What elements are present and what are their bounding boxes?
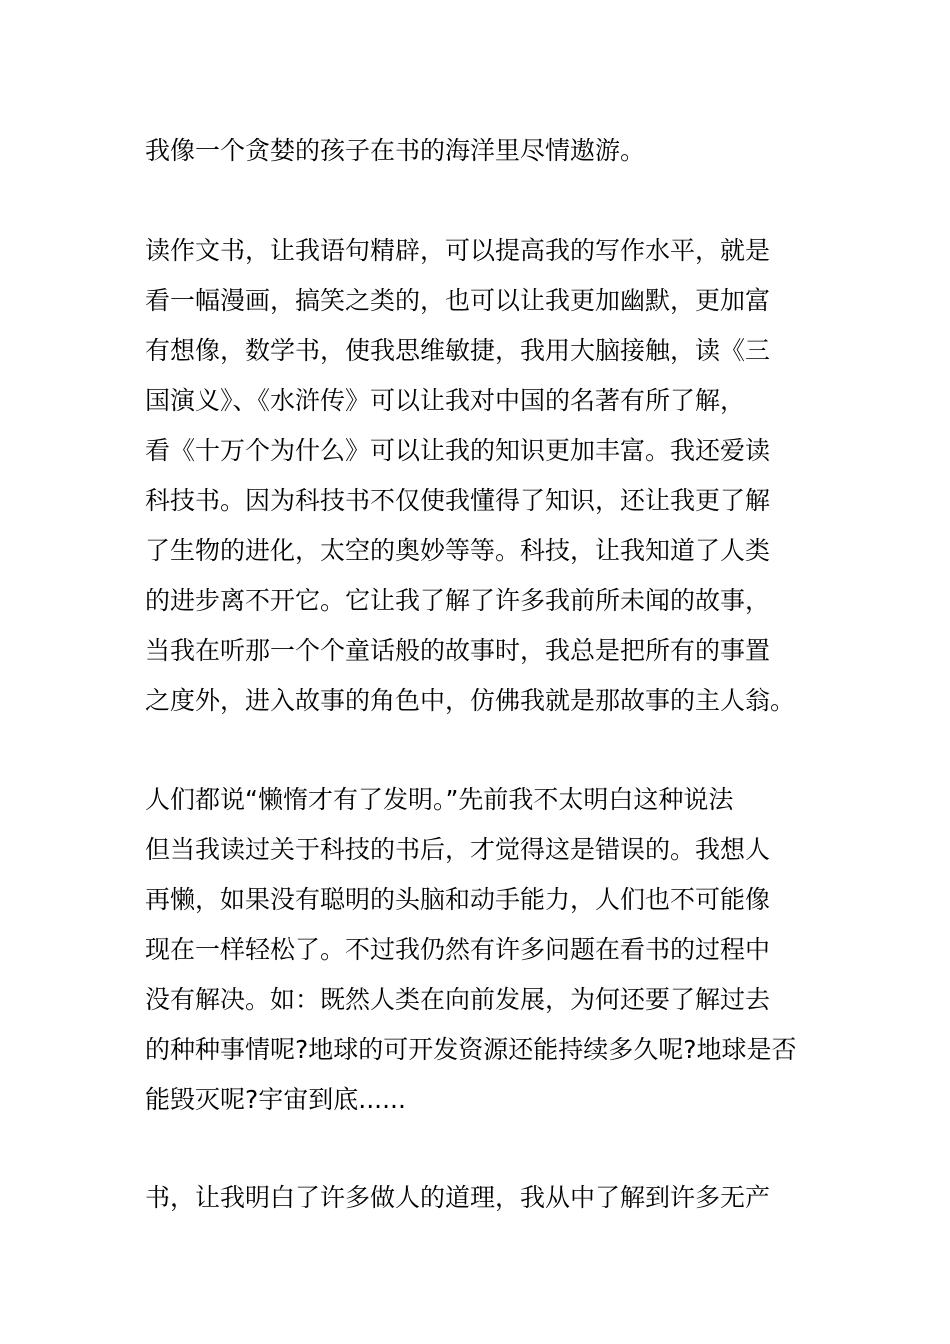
text-line: 看《十万个为什么》可以让我的知识更加丰富。我还爱读 [145,436,771,465]
text-line: 看一幅漫画，搞笑之类的，也可以让我更加幽默，更加富 [145,286,771,315]
text-line: 没有解决。如：既然人类在向前发展，为何还要了解过去 [145,985,771,1014]
text-line: 再懒，如果没有聪明的头脑和动手能力，人们也不可能像 [145,885,771,914]
paragraph-2 [145,226,825,726]
text-line: 的进步离不开它。它让我了解了许多我前所未闻的故事， [145,586,771,615]
text-line: 书，让我明白了许多做人的道理，我从中了解到许多无产 [145,1183,771,1212]
text-line: 读作文书，让我语句精辟，可以提高我的写作水平，就是 [145,236,771,265]
text-line: 但当我读过关于科技的书后，才觉得这是错误的。我想人 [145,835,771,864]
paragraph-1 [145,126,825,176]
text-line: 之度外，进入故事的角色中，仿佛我就是那故事的主人翁。 [145,686,796,715]
text-line: 科技书。因为科技书不仅使我懂得了知识，还让我更了解 [145,486,771,515]
paragraph-3 [145,775,825,1125]
text-line: 现在一样轻松了。不过我仍然有许多问题在看书的过程中 [145,935,771,964]
text-line: 了生物的进化，太空的奥妙等等。科技，让我知道了人类 [145,536,771,565]
text-line: 的种种事情呢?地球的可开发资源还能持续多久呢?地球是否 [145,1035,797,1064]
text-line: 国演义》、《水浒传》可以让我对中国的名著有所了解， [145,386,746,415]
paragraph-4 [145,1173,825,1223]
text-line: 人们都说“懒惰才有了发明。”先前我不太明白这种说法 [145,785,734,814]
text-line: 能毁灭呢?宇宙到底...... [145,1085,406,1114]
text-line: 当我在听那一个个童话般的故事时，我总是把所有的事置 [145,636,771,665]
text-line: 有想像，数学书，使我思维敏捷，我用大脑接触，读《三 [145,336,771,365]
text-line: 我像一个贪婪的孩子在书的海洋里尽情遨游。 [145,136,646,165]
